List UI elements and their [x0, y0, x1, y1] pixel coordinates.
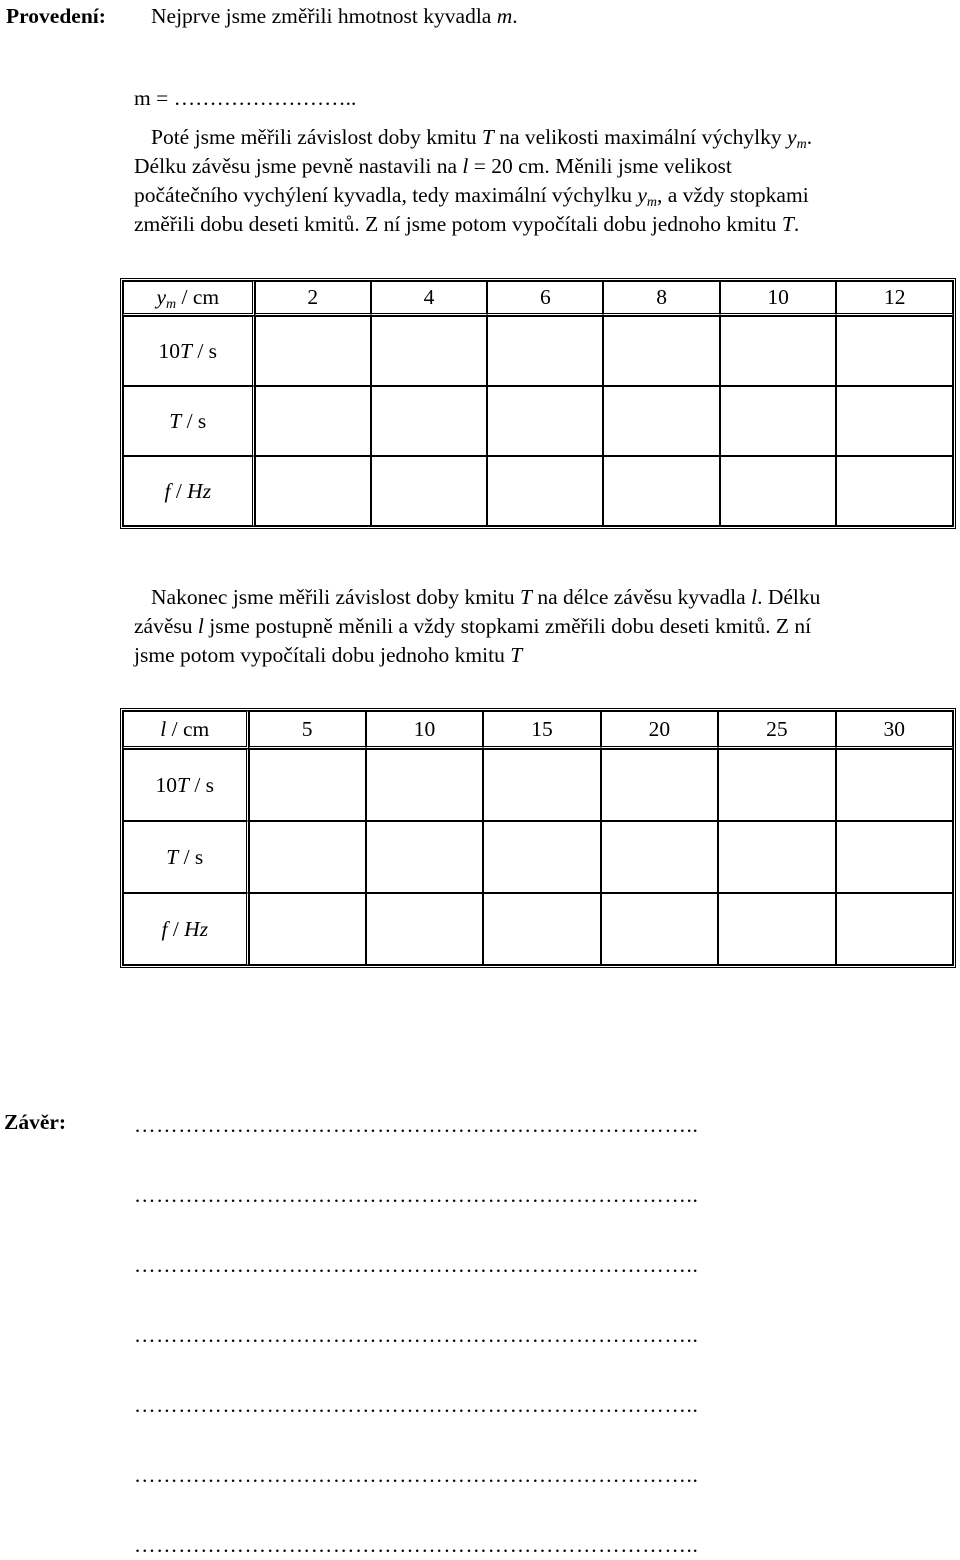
table-cell[interactable]: [603, 456, 719, 526]
column-header: 5: [249, 711, 366, 749]
table-row: [123, 749, 953, 821]
row-label: f / Hz: [123, 893, 249, 965]
table-cell[interactable]: [366, 893, 483, 965]
table-length: [120, 708, 956, 968]
column-header: 25: [718, 711, 835, 749]
table-cell[interactable]: [836, 386, 953, 456]
intro-text: Nejprve jsme změřili hmotnost kyvadla m.: [151, 4, 518, 28]
table-row: [123, 821, 953, 893]
table-cell[interactable]: [366, 821, 483, 893]
conclusion-line[interactable]: …………………………………………………………………..: [134, 1323, 699, 1347]
table-cell[interactable]: [366, 749, 483, 821]
conclusion-line[interactable]: …………………………………………………………………..: [134, 1533, 699, 1557]
row-label: T / s: [123, 821, 249, 893]
section-heading: Provedení:: [6, 4, 106, 28]
header-label: $y_m$ / cm: [123, 281, 255, 316]
mass-line: m = ……………………..: [134, 86, 357, 110]
conclusion-line[interactable]: …………………………………………………………………..: [134, 1183, 699, 1207]
table-cell[interactable]: [249, 893, 366, 965]
paragraph-2-line: závěsu l jsme postupně měnili a vždy stopkami změřili dobu deseti kmitů. Z ní: [134, 614, 812, 638]
table-cell[interactable]: [720, 386, 837, 456]
table-cell[interactable]: [371, 316, 487, 386]
table-cell[interactable]: [836, 316, 953, 386]
row-label: f / Hz: [123, 456, 255, 526]
column-header: 15: [483, 711, 600, 749]
table-cell[interactable]: [487, 316, 603, 386]
table-cell[interactable]: [487, 386, 603, 456]
header-label: l / cm: [123, 711, 249, 749]
paragraph-1: [134, 123, 934, 239]
paragraph-1-line: Poté jsme měřili závislost doby kmitu T na velikosti maximální výchylky $y_m$.: [151, 125, 813, 152]
table-cell[interactable]: [371, 386, 487, 456]
table-cell[interactable]: [836, 749, 953, 821]
paragraph-2: [134, 583, 934, 670]
table-cell[interactable]: [483, 821, 600, 893]
table-cell[interactable]: [601, 749, 718, 821]
conclusion-line[interactable]: …………………………………………………………………..: [134, 1393, 699, 1417]
column-header: 30: [836, 711, 953, 749]
conclusion-line[interactable]: …………………………………………………………………..: [134, 1463, 699, 1487]
table-header-row: [123, 281, 953, 316]
table-header-row: [123, 711, 953, 749]
table-cell[interactable]: [483, 749, 600, 821]
table-cell[interactable]: [836, 456, 953, 526]
table-cell[interactable]: [249, 821, 366, 893]
table-cell[interactable]: [718, 821, 835, 893]
column-header: 10: [366, 711, 483, 749]
row-label: T / s: [123, 386, 255, 456]
table-cell[interactable]: [255, 456, 371, 526]
conclusion-line[interactable]: …………………………………………………………………..: [134, 1253, 699, 1277]
row-label: 10T / s: [123, 316, 255, 386]
column-header: 4: [371, 281, 487, 316]
table-cell[interactable]: [255, 316, 371, 386]
table-cell[interactable]: [487, 456, 603, 526]
table-row: [123, 893, 953, 965]
table-row: [123, 316, 953, 386]
table-cell[interactable]: [603, 316, 719, 386]
paragraph-2-line: Nakonec jsme měřili závislost doby kmitu T na délce závěsu kyvadla l. Délku: [151, 585, 821, 609]
table-cell[interactable]: [718, 749, 835, 821]
column-header: 6: [487, 281, 603, 316]
column-header: 2: [255, 281, 371, 316]
table-cell[interactable]: [836, 893, 953, 965]
paragraph-1-line: počátečního vychýlení kyvadla, tedy maximální výchylku $y_m$, a vždy stopkami: [134, 183, 809, 210]
column-header: 12: [836, 281, 953, 316]
table-cell[interactable]: [255, 386, 371, 456]
table-cell[interactable]: [720, 456, 837, 526]
conclusion-label: Závěr:: [4, 1110, 67, 1134]
table-cell[interactable]: [601, 821, 718, 893]
table-cell[interactable]: [718, 893, 835, 965]
table-cell[interactable]: [483, 893, 600, 965]
table-cell[interactable]: [601, 893, 718, 965]
paragraph-2-line: jsme potom vypočítali dobu jednoho kmitu T: [134, 643, 523, 667]
table-cell[interactable]: [371, 456, 487, 526]
paragraph-1-line: Délku závěsu jsme pevně nastavili na l = 20 cm. Měnili jsme velikost: [134, 154, 732, 178]
column-header: 10: [720, 281, 837, 316]
table-cell[interactable]: [720, 316, 837, 386]
table-cell[interactable]: [603, 386, 719, 456]
table-row: [123, 456, 953, 526]
table-cell[interactable]: [836, 821, 953, 893]
row-label: 10T / s: [123, 749, 249, 821]
conclusion-line[interactable]: …………………………………………………………………..: [134, 1113, 699, 1137]
table-row: [123, 386, 953, 456]
column-header: 20: [601, 711, 718, 749]
paragraph-1-line: změřili dobu deseti kmitů. Z ní jsme potom vypočítali dobu jednoho kmitu T.: [134, 212, 800, 236]
table-cell[interactable]: [249, 749, 366, 821]
table-amplitude: [120, 278, 956, 529]
column-header: 8: [603, 281, 719, 316]
